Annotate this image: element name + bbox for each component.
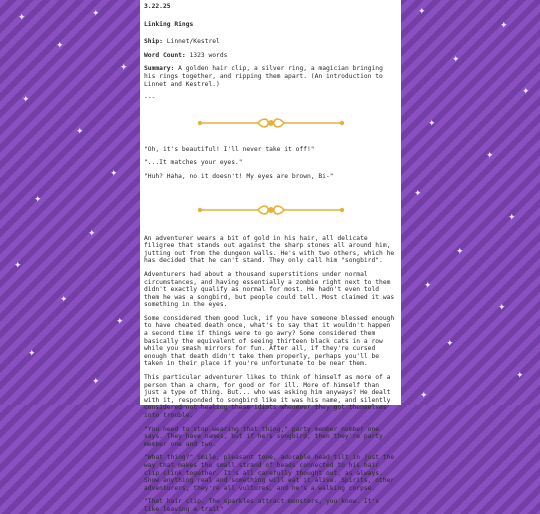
ship-line bbox=[144, 38, 397, 46]
separator: --- bbox=[144, 94, 156, 102]
sparkle-icon: ✦ bbox=[22, 95, 30, 105]
summary-value: A golden hair clip, a silver ring, a magician bringing his rings together, and ripping them apart. (An introduction to Linnet and Kestrel.) bbox=[144, 65, 383, 88]
story-paragraph: "That hair clip. The sparkles attract monsters, you know. It's like leaving a trail" bbox=[144, 498, 380, 513]
ship-value: Linnet/Kestrel bbox=[166, 38, 220, 46]
summary-label: Summary: bbox=[144, 65, 175, 73]
story-paragraph: An adventurer wears a bit of gold in his hair, all delicate filigree that stands out against the sharp stones all around him, jutting out from the dungeon walls. He's with two others, which he has decided that he can't stand. They only call him "songbird". bbox=[144, 234, 395, 265]
dialogue-quote: "Oh, it's beautiful! I'll never take it off!" bbox=[144, 145, 315, 153]
story-paragraph: Adventurers had about a thousand superstitions under normal circumstances, and having essentially a zombie right next to them didn't exactly qualify as normal for most. He hadn't even told them he was a songbird, but people could tell. Most claimed it was something in the eyes. bbox=[144, 270, 395, 309]
sparkle-icon: ✦ bbox=[92, 377, 100, 387]
sparkle-icon: ✦ bbox=[76, 127, 84, 137]
wordcount-line bbox=[144, 52, 397, 60]
sparkle-icon: ✦ bbox=[28, 349, 36, 359]
post-date: 3.22.25 bbox=[144, 3, 171, 10]
sparkle-icon: ✦ bbox=[456, 247, 464, 257]
sparkle-icon: ✦ bbox=[420, 391, 428, 401]
wordcount-value: 1323 words bbox=[189, 51, 228, 59]
sparkle-icon: ✦ bbox=[428, 119, 436, 129]
sparkle-icon: ✦ bbox=[516, 371, 524, 381]
sparkle-icon: ✦ bbox=[522, 87, 530, 97]
sparkle-icon: ✦ bbox=[452, 55, 460, 65]
sparkle-icon: ✦ bbox=[110, 169, 118, 179]
post-title: Linking Rings bbox=[144, 20, 194, 28]
gold-flourish-divider-icon bbox=[144, 116, 397, 130]
post-content bbox=[140, 0, 401, 513]
sparkle-icon: ✦ bbox=[508, 213, 516, 223]
sparkle-icon: ✦ bbox=[424, 281, 432, 291]
sparkle-icon: ✦ bbox=[14, 261, 22, 271]
wordcount-label: Word Count: bbox=[144, 51, 186, 59]
story-paragraph: "You need to stop wearing that thing," party member number one says. They have names, but if he's songbird, then they're party member one and two. bbox=[144, 425, 383, 448]
sparkle-icon: ✦ bbox=[18, 13, 26, 23]
story-paragraph: Some considered them good luck, if you have someone blessed enough to have cheated death once, what's to say that it wouldn't happen a second time if things were to go awry? Some considered them basically the equivalent of seeing thirteen black cats in a row while you smash mirrors for fun. After all, if they're cursed enough that death didn't take them properly, perhaps you'll be taken in their place if you're unfortunate to be near them. bbox=[144, 314, 395, 368]
story-paragraph: This particular adventurer likes to think of himself as more of a person than a charm, for good or for ill. More of himself than just a type of thing. But... who was asking him anyways? He dealt with it, responded to songbird like it was his name, and silently considered not healing these idiots whenever they got themselves into trouble. bbox=[144, 374, 391, 419]
sparkle-icon: ✦ bbox=[34, 195, 42, 205]
ship-label: Ship: bbox=[144, 38, 163, 46]
sparkle-icon: ✦ bbox=[500, 21, 508, 31]
sparkle-icon: ✦ bbox=[120, 63, 128, 73]
dialogue-quote: "Huh? Haha, no it doesn't! My eyes are brown, Bi-" bbox=[144, 172, 334, 180]
sparkle-icon: ✦ bbox=[446, 339, 454, 349]
sparkle-icon: ✦ bbox=[414, 189, 422, 199]
sparkle-icon: ✦ bbox=[88, 229, 96, 239]
sparkle-icon: ✦ bbox=[56, 41, 64, 51]
story-paragraph: "What thing?" Smile, pleasant tone, adorable head tilt in just the way that makes the small strand of beads connected to his hair clip clink together. It's all carefully thought out, as always. Show anything real and something will eat it alive. Spirits, other adventurers, they're all vultures, and he's a walking corpse. bbox=[144, 454, 395, 492]
summary-line bbox=[144, 65, 397, 88]
sparkle-icon: ✦ bbox=[498, 303, 506, 313]
sparkle-icon: ✦ bbox=[92, 9, 100, 19]
sparkle-icon: ✦ bbox=[60, 295, 68, 305]
sparkle-icon: ✦ bbox=[418, 7, 426, 17]
dialogue-quote: "...It matches your eyes." bbox=[144, 159, 243, 167]
sparkle-icon: ✦ bbox=[116, 317, 124, 327]
sparkle-icon: ✦ bbox=[486, 151, 494, 161]
gold-flourish-divider-icon bbox=[144, 203, 397, 217]
